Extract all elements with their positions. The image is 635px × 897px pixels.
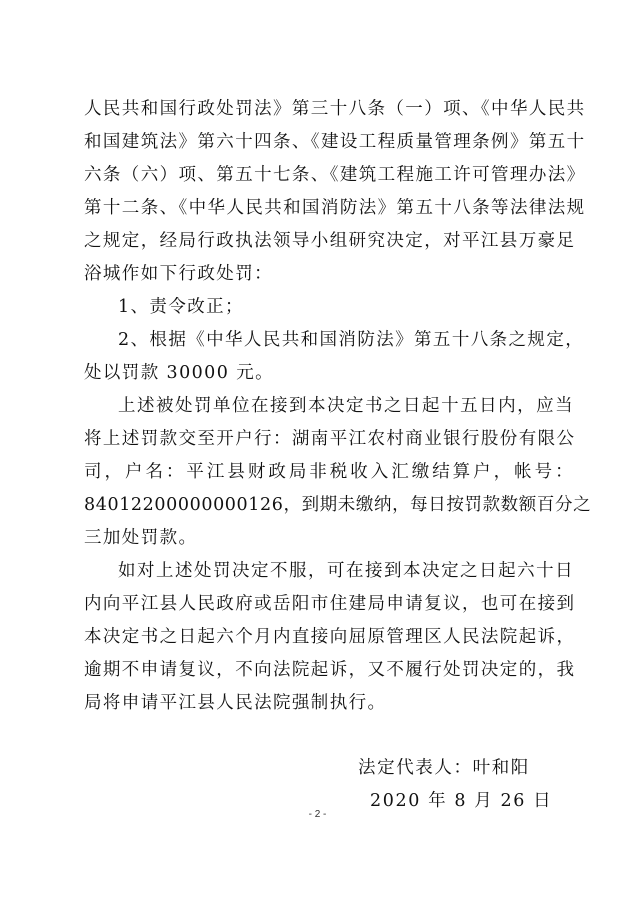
paragraph-2-line-2: 将上述罚款交至开户行：湖南平江农村商业银行股份有限公 — [84, 429, 576, 449]
paragraph-3-line-1: 如对上述处罚决定不服，可在接到本决定之日起六十日 — [118, 561, 574, 581]
page-number: - 2 - — [308, 809, 327, 820]
paragraph-1-line-3: 六条（六）项、第五十七条、《建筑工程施工许可管理办法》 — [84, 165, 586, 185]
paragraph-1-line-5: 之规定，经局行政执法领导小组研究决定，对平江县万豪足 — [84, 231, 576, 251]
paragraph-1-line-6: 浴城作如下行政处罚： — [84, 264, 273, 284]
paragraph-2-line-4: 84012200000000126，到期未缴纳，每日按罚款数额百分之 — [84, 495, 592, 515]
paragraph-3-line-4: 逾期不申请复议，不向法院起诉，又不履行处罚决定的，我 — [84, 660, 576, 680]
paragraph-3-line-5: 局将申请平江县人民法院强制执行。 — [84, 693, 387, 713]
document-date: 2020 年 8 月 26 日 — [370, 791, 553, 811]
item-2-line-1: 2、根据《中华人民共和国消防法》第五十八条之规定， — [118, 330, 585, 350]
item-1: 1、责令改正； — [118, 297, 244, 317]
paragraph-3-line-2: 内向平江县人民政府或岳阳市住建局申请复议，也可在接到 — [84, 594, 576, 614]
paragraph-3-line-3: 本决定书之日起六个月内直接向屈原管理区人民法院起诉， — [84, 627, 576, 647]
legal-representative: 法定代表人：叶和阳 — [358, 758, 530, 778]
paragraph-2-line-3: 司，户名：平江县财政局非税收入汇缴结算户，帐号： — [84, 462, 574, 482]
paragraph-2-line-1: 上述被处罚单位在接到本决定书之日起十五日内，应当 — [118, 396, 574, 416]
paragraph-1-line-4: 第十二条、《中华人民共和国消防法》第五十八条等法律法规 — [84, 198, 586, 218]
paragraph-1-line-1: 人民共和国行政处罚法》第三十八条（一）项、《中华人民共 — [84, 99, 586, 119]
paragraph-1-line-2: 和国建筑法》第六十四条、《建设工程质量管理条例》第五十 — [84, 132, 586, 152]
paragraph-2-line-5: 三加处罚款。 — [84, 528, 198, 548]
item-2-line-2: 处以罚款 30000 元。 — [84, 363, 274, 383]
